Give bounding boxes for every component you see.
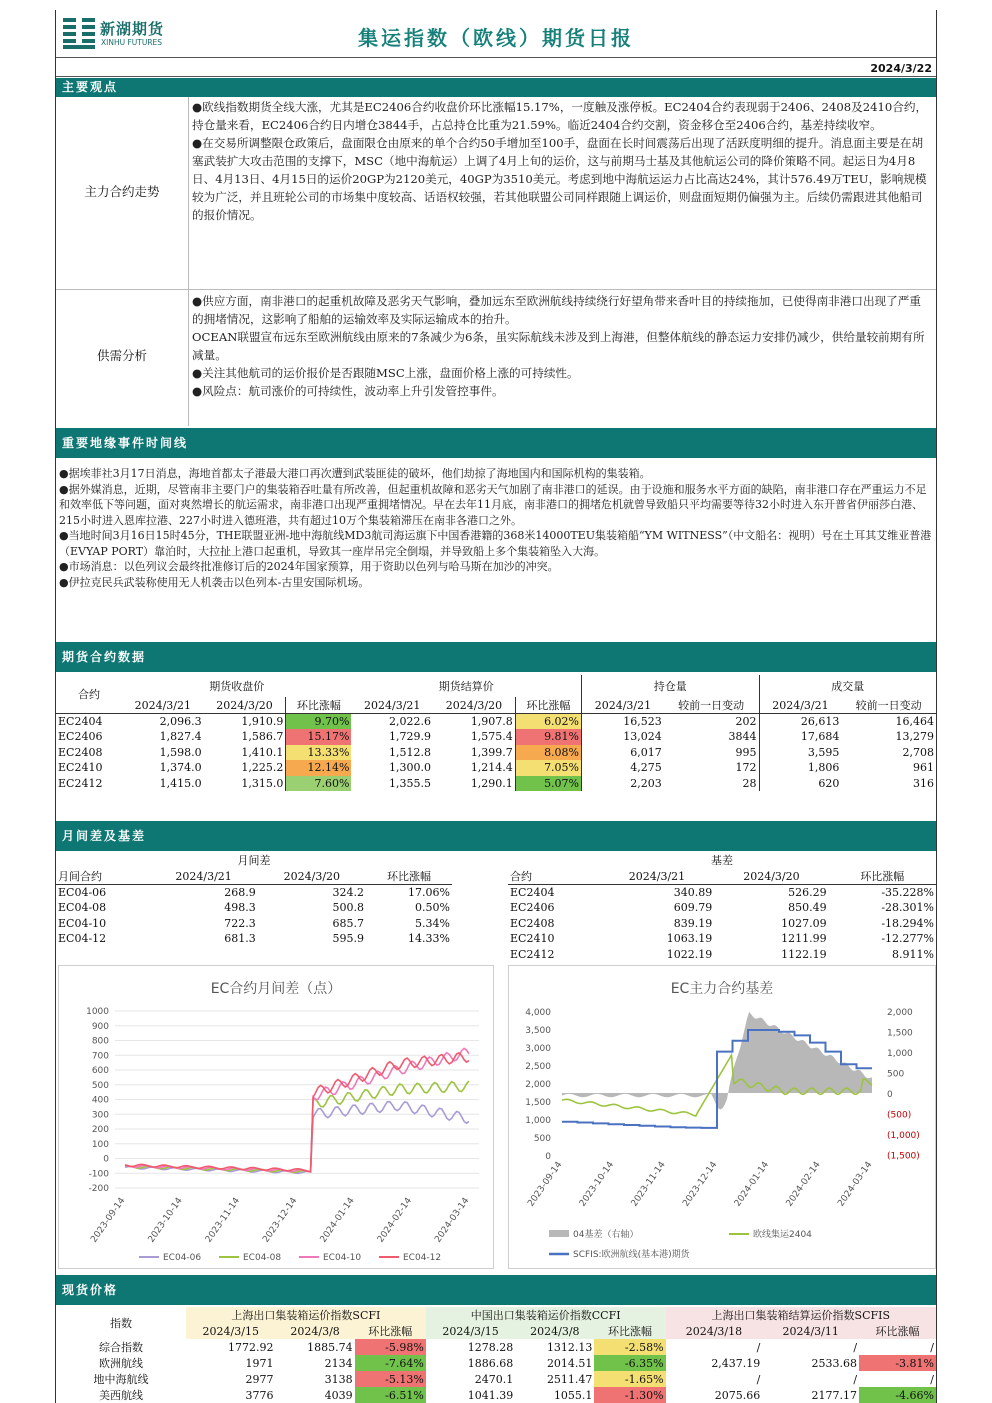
cell-change: 9.70% bbox=[286, 714, 352, 730]
y-tick-label: 4,000 bbox=[525, 1008, 551, 1018]
cell: 3776 bbox=[245, 1388, 274, 1402]
event-item: ●市场消息：以色列议会最终批准修订后的2024年国家预算，用于资助以色列与哈马斯在加沙的冲突。 bbox=[59, 560, 559, 573]
header-date: 2024/3/20 bbox=[216, 698, 273, 712]
logo-cn: 新湖期货 bbox=[100, 20, 165, 38]
x-tick-label: 2024-03-14 bbox=[836, 1159, 875, 1209]
spot-date: 2024/3/11 bbox=[762, 1323, 859, 1339]
cell: -1.65% bbox=[594, 1371, 665, 1387]
header: 合约 bbox=[510, 870, 532, 883]
spot-date: 2024/3/8 bbox=[515, 1323, 594, 1339]
cell: -12.277% bbox=[881, 932, 934, 946]
event-item: ●据外媒消息，近期，尽管南非主要门户的集装箱吞吐量有所改善，但起重机故障和恶劣天气加剧了南非港口的延误。由于设施和服务水平方面的缺陷，南非港口存在严重运力不足和效率低下等问题，面对爽然增长的航运需求，南非港口出现严重拥堵情况。早在去年11月底，南非港口的拥堵危机就曾导致船只平均需要等待32小时进入东开普省伊丽莎白港、215小时进入恩库拉港、227小时进入德班港，共有超过10万个集装箱滞压在南非各港口之外。 bbox=[59, 482, 927, 527]
cell: -6.51% bbox=[355, 1387, 426, 1403]
spot-group: 中国出口集装箱运价指数CCFI bbox=[426, 1307, 666, 1323]
cell: 1,410.1 bbox=[241, 745, 284, 759]
spot-date: 环比涨幅 bbox=[859, 1323, 936, 1339]
cell: 13,279 bbox=[895, 730, 934, 744]
cell: 609.79 bbox=[673, 901, 713, 915]
cell: EC2404 bbox=[510, 886, 555, 899]
cell: EC2412 bbox=[510, 947, 555, 961]
cell: 3138 bbox=[324, 1372, 353, 1386]
table-row bbox=[508, 916, 936, 932]
y-tick-label: -100 bbox=[88, 1169, 109, 1180]
cell-contract: EC2410 bbox=[58, 761, 103, 775]
cell: -3.81% bbox=[859, 1355, 936, 1371]
table-row bbox=[56, 729, 936, 745]
y-tick-label: 600 bbox=[91, 1066, 109, 1076]
cell: 595.9 bbox=[332, 932, 364, 946]
y-right-tick-label: 500 bbox=[887, 1069, 905, 1080]
x-tick-label: 2023-11-14 bbox=[203, 1195, 243, 1245]
header-vs: 较前一日变动 bbox=[678, 699, 745, 712]
event-item: ●据埃菲社3月17日消息，海地首都太子港最大港口再次遭到武装匪徒的破坏，他们劫掠了海地国内和国际机构的集装箱。 bbox=[59, 467, 651, 480]
series-line-ec04-06 bbox=[125, 1102, 469, 1174]
header: 环比涨幅 bbox=[386, 870, 431, 883]
header-change: 环比涨幅 bbox=[515, 697, 581, 714]
table-row bbox=[56, 916, 452, 932]
cell: -1.30% bbox=[594, 1387, 665, 1403]
spot-row-name: 地中海航线 bbox=[93, 1373, 149, 1386]
y-right-tick-label: 2,000 bbox=[887, 1008, 913, 1018]
cell: / bbox=[756, 1372, 761, 1386]
cell-change: 15.17% bbox=[286, 729, 352, 745]
section-main-view: 主要观点 bbox=[56, 78, 936, 97]
spot-date: 2024/3/15 bbox=[186, 1323, 276, 1339]
cell: 1063.19 bbox=[666, 932, 713, 946]
cell-contract: EC2404 bbox=[58, 715, 103, 728]
legend-label: EC04-12 bbox=[403, 1253, 442, 1263]
legend-label: SCFIS:欧洲航线(基本港)期货 bbox=[573, 1250, 690, 1260]
table-row bbox=[56, 745, 936, 761]
divider bbox=[188, 97, 189, 426]
cell: 2,437.19 bbox=[711, 1356, 761, 1370]
cell: 1278.28 bbox=[467, 1340, 514, 1354]
cell-change: 9.81% bbox=[515, 729, 581, 745]
cell: 16,523 bbox=[582, 714, 664, 730]
cell: 1,355.5 bbox=[389, 776, 432, 790]
paragraph: ●欧线指数期货全线大涨，尤其是EC2406合约收盘价环比涨幅15.17%，一度触及涨停板。EC2404合约表现弱于2406、2408及2410合约，持仓量来看，EC2406合约日内增仓3844手，占总持仓比重为21.59%。临近2404合约交割，资金移仓至2406合约，基差持续收窄。 bbox=[192, 100, 928, 132]
cell: / bbox=[930, 1340, 934, 1354]
y-tick-label: 3,000 bbox=[525, 1044, 551, 1054]
cell: 1,910.9 bbox=[241, 715, 284, 728]
table-row bbox=[56, 776, 936, 792]
cell: 14.33% bbox=[408, 932, 450, 946]
spot-row-name: 欧洲航线 bbox=[99, 1357, 143, 1370]
header: 2024/3/20 bbox=[743, 869, 800, 883]
cell: -5.98% bbox=[355, 1339, 426, 1355]
x-tick-label: 2024-02-14 bbox=[375, 1195, 415, 1245]
cell: 3844 bbox=[728, 730, 757, 744]
cell: 1122.19 bbox=[781, 947, 827, 961]
cell: 17.06% bbox=[408, 886, 450, 899]
spot-group: 上海出口集装箱结算运价指数SCFIS bbox=[666, 1307, 936, 1323]
cell: -18.294% bbox=[881, 916, 934, 930]
x-tick-label: 2023-10-14 bbox=[146, 1195, 185, 1245]
cell: -7.64% bbox=[355, 1355, 426, 1371]
y-right-tick-label: (1,500) bbox=[887, 1151, 920, 1162]
cell: 28 bbox=[742, 776, 757, 790]
cell: 1312.13 bbox=[546, 1340, 593, 1354]
y-tick-label: 900 bbox=[91, 1021, 109, 1032]
table-row bbox=[56, 760, 936, 776]
cell: 8.911% bbox=[892, 947, 934, 961]
cell: 1,586.7 bbox=[241, 730, 284, 744]
y-tick-label: 700 bbox=[91, 1051, 109, 1062]
table-row bbox=[508, 885, 936, 901]
spot-table bbox=[56, 1307, 936, 1403]
cell: 3,595 bbox=[759, 745, 841, 761]
header: 2024/3/21 bbox=[175, 869, 232, 883]
cell: EC04-12 bbox=[58, 932, 107, 946]
legend-label: 欧线集运2404 bbox=[753, 1230, 812, 1240]
x-tick-label: 2024-01-14 bbox=[318, 1195, 357, 1245]
cell: 324.2 bbox=[332, 886, 364, 899]
cell: 202 bbox=[735, 715, 757, 728]
x-tick-label: 2023-09-14 bbox=[526, 1159, 565, 1209]
cell: 1055.1 bbox=[553, 1388, 593, 1402]
y-tick-label: 800 bbox=[91, 1036, 109, 1047]
cell: 2,096.3 bbox=[159, 715, 202, 728]
cell: 1027.09 bbox=[781, 916, 827, 930]
spread-title: 月间差 bbox=[237, 854, 271, 867]
section-spot: 现货价格 bbox=[56, 1275, 936, 1305]
paragraph: ●风险点：航司涨价的可持续性，波动率上升引发管控事件。 bbox=[192, 384, 504, 398]
spot-row-name: 美西航线 bbox=[99, 1389, 143, 1402]
cell: 850.49 bbox=[788, 901, 827, 915]
cell: 1,806 bbox=[759, 760, 841, 776]
view-label-supply: 供需分析 bbox=[96, 348, 147, 363]
col-contract: 合约 bbox=[78, 688, 100, 701]
cell: 17,684 bbox=[759, 729, 841, 745]
table-row bbox=[56, 885, 452, 901]
cell: 685.7 bbox=[332, 916, 364, 930]
cell: 5.34% bbox=[415, 916, 450, 930]
basis-chart bbox=[508, 965, 936, 1269]
cell: 1,512.8 bbox=[389, 745, 432, 759]
header-vs: 较前一日变动 bbox=[855, 699, 922, 712]
cell: 2014.51 bbox=[546, 1356, 593, 1370]
x-tick-label: 2023-12-14 bbox=[261, 1195, 300, 1245]
cell: 1,300.0 bbox=[389, 761, 432, 775]
cell: 172 bbox=[735, 761, 757, 775]
y-tick-label: 300 bbox=[91, 1110, 109, 1121]
header: 环比涨幅 bbox=[860, 870, 905, 883]
y-right-tick-label: 1,000 bbox=[887, 1049, 913, 1059]
spot-date: 环比涨幅 bbox=[594, 1323, 665, 1339]
cell: 1211.99 bbox=[781, 932, 827, 946]
y-tick-label: 100 bbox=[91, 1139, 109, 1150]
cell: 4039 bbox=[324, 1388, 353, 1402]
legend-label: EC04-08 bbox=[243, 1253, 282, 1263]
table-row bbox=[508, 947, 936, 963]
y-tick-label: 2,500 bbox=[525, 1062, 551, 1072]
spread-chart bbox=[58, 965, 494, 1269]
cell: 995 bbox=[735, 745, 757, 759]
y-tick-label: 400 bbox=[91, 1095, 109, 1106]
spot-group: 上海出口集装箱运价指数SCFI bbox=[186, 1307, 426, 1323]
cell: 1,315.0 bbox=[241, 776, 284, 790]
cell: EC2406 bbox=[510, 901, 555, 915]
cell: 2134 bbox=[324, 1356, 353, 1370]
cell: 2470.1 bbox=[474, 1372, 514, 1386]
divider bbox=[56, 76, 936, 77]
cell: 2,708 bbox=[902, 745, 934, 759]
cell: 1885.74 bbox=[307, 1340, 353, 1354]
cell: -28.301% bbox=[881, 901, 934, 915]
paragraph: ●关注其他航司的运价报价是否跟随MSC上涨，盘面价格上涨的可持续性。 bbox=[192, 366, 579, 380]
col-oi: 持仓量 bbox=[582, 675, 760, 697]
cell: 1772.92 bbox=[228, 1340, 274, 1354]
x-tick-label: 2023-12-14 bbox=[681, 1159, 720, 1209]
table-row bbox=[56, 900, 452, 916]
cell: / bbox=[930, 1372, 934, 1386]
y-tick-label: 500 bbox=[533, 1134, 551, 1144]
header: 月间合约 bbox=[58, 870, 102, 883]
cell: 2511.47 bbox=[546, 1372, 593, 1386]
cell: 4,275 bbox=[582, 760, 664, 776]
cell: 2,203 bbox=[582, 776, 664, 792]
cell: -6.35% bbox=[594, 1355, 665, 1371]
cell: EC2408 bbox=[510, 916, 555, 930]
view-label-trend: 主力合约走势 bbox=[84, 184, 160, 199]
y-right-tick-label: (1,000) bbox=[887, 1131, 920, 1141]
legend-label: 04基差（右轴） bbox=[573, 1230, 639, 1240]
chart-title: EC合约月间差（点） bbox=[210, 981, 342, 997]
view-trend-text bbox=[192, 98, 932, 224]
report-page bbox=[55, 10, 937, 1403]
cell: 340.89 bbox=[673, 886, 713, 899]
cell: EC04-08 bbox=[58, 901, 107, 915]
spot-date: 2024/3/15 bbox=[426, 1323, 516, 1339]
cell-change: 8.08% bbox=[515, 745, 581, 761]
cell-contract: EC2408 bbox=[58, 745, 103, 759]
x-tick-label: 2024-03-14 bbox=[433, 1195, 472, 1245]
cell: 1,575.4 bbox=[470, 730, 513, 744]
logo-en: XINHU FUTURES bbox=[101, 38, 163, 47]
events-list bbox=[59, 466, 935, 590]
divider bbox=[56, 57, 936, 58]
cell: -35.228% bbox=[881, 886, 934, 899]
y-right-tick-label: 0 bbox=[887, 1090, 893, 1100]
paragraph: ●供应方面，南非港口的起重机故障及恶劣天气影响，叠加远东至欧洲航线持续绕行好望角带来香叶目的持续拖加，已使得南非港口出现了严重的拥堵情况，这影响了船舶的运输效率及实际运输成本的抬升。 bbox=[192, 294, 921, 326]
y-tick-label: 1,000 bbox=[525, 1116, 551, 1126]
cell: 2177.17 bbox=[811, 1388, 858, 1402]
y-tick-label: 2,000 bbox=[525, 1080, 551, 1090]
cell: 620 bbox=[759, 776, 841, 792]
spread-table bbox=[56, 852, 452, 947]
cell: 0.50% bbox=[415, 901, 450, 915]
cell: 2,022.6 bbox=[389, 715, 432, 728]
futures-table bbox=[56, 675, 936, 791]
cell: 2533.68 bbox=[811, 1356, 858, 1370]
cell: / bbox=[853, 1372, 858, 1386]
spot-date: 2024/3/8 bbox=[276, 1323, 355, 1339]
paragraph: OCEAN联盟宣布远东至欧洲航线由原来的7条减少为6条，虽实际航线未涉及到上海港，但整体航线的静态运力安排仍减少，供给量较前期有所减量。 bbox=[192, 330, 925, 362]
spot-index-label: 指数 bbox=[110, 1317, 132, 1330]
cell-contract: EC2406 bbox=[58, 730, 103, 744]
cell-change: 13.33% bbox=[286, 745, 352, 761]
y-tick-label: 1,500 bbox=[525, 1098, 551, 1108]
x-tick-label: 2023-11-14 bbox=[629, 1159, 668, 1209]
y-tick-label: 0 bbox=[545, 1152, 551, 1162]
y-right-tick-label: 1,500 bbox=[887, 1028, 913, 1039]
section-spread: 月间差及基差 bbox=[56, 821, 936, 851]
cell: 1886.68 bbox=[467, 1356, 514, 1370]
cell: 1971 bbox=[245, 1356, 274, 1370]
table-row bbox=[56, 1371, 936, 1387]
chart-title: EC主力合约基差 bbox=[670, 981, 774, 997]
cell: EC04-06 bbox=[58, 886, 107, 899]
cell: 13,024 bbox=[582, 729, 664, 745]
cell: 500.8 bbox=[332, 901, 364, 915]
cell: 1,399.7 bbox=[470, 745, 513, 759]
cell: 316 bbox=[913, 776, 934, 790]
cell: / bbox=[756, 1340, 761, 1354]
col-close: 期货收盘价 bbox=[209, 680, 265, 693]
cell: 498.3 bbox=[224, 901, 256, 915]
view-supply-text bbox=[192, 292, 932, 400]
table-row bbox=[56, 1387, 936, 1403]
spot-row-name: 综合指数 bbox=[99, 1341, 143, 1354]
col-settle: 期货结算价 bbox=[438, 680, 494, 693]
section-events: 重要地缘事件时间线 bbox=[56, 428, 936, 458]
cell: 1,290.1 bbox=[470, 776, 513, 790]
cell-change: 7.05% bbox=[515, 760, 581, 776]
cell: 681.3 bbox=[224, 932, 256, 946]
cell: 1,598.0 bbox=[159, 745, 202, 759]
cell-change: 12.14% bbox=[286, 760, 352, 776]
cell: 1,729.9 bbox=[389, 730, 432, 744]
cell: 961 bbox=[913, 761, 934, 775]
header-date: 2024/3/21 bbox=[582, 697, 664, 714]
section-futures: 期货合约数据 bbox=[56, 642, 936, 672]
cell-change: 6.02% bbox=[515, 714, 581, 730]
cell: 1,214.4 bbox=[470, 761, 513, 775]
table-row bbox=[508, 931, 936, 947]
y-right-tick-label: (500) bbox=[887, 1110, 912, 1121]
basis-chart-svg bbox=[509, 966, 937, 1270]
legend-label: EC04-10 bbox=[323, 1253, 362, 1263]
cell: -2.58% bbox=[594, 1339, 665, 1355]
x-tick-label: 2023-10-14 bbox=[577, 1159, 617, 1209]
x-tick-label: 2024-01-14 bbox=[732, 1159, 772, 1209]
legend-swatch bbox=[549, 1230, 569, 1237]
cell-change: 7.60% bbox=[286, 776, 352, 792]
spot-date: 2024/3/18 bbox=[666, 1323, 763, 1339]
cell-contract: EC2412 bbox=[58, 776, 103, 790]
cell: 526.29 bbox=[788, 886, 827, 899]
cell: 1,907.8 bbox=[470, 715, 513, 728]
y-tick-label: 3,500 bbox=[525, 1026, 551, 1036]
cell: 1,374.0 bbox=[159, 761, 202, 775]
legend-label: EC04-06 bbox=[163, 1253, 202, 1263]
report-date: 2024/3/22 bbox=[870, 62, 932, 75]
cell: 2977 bbox=[245, 1372, 274, 1386]
cell: 722.3 bbox=[224, 916, 256, 930]
table-row bbox=[56, 714, 936, 730]
table-row bbox=[56, 1339, 936, 1355]
header-date: 2024/3/21 bbox=[759, 697, 841, 714]
cell: 16,464 bbox=[895, 715, 934, 728]
cell: 268.9 bbox=[224, 886, 256, 899]
cell: 1041.39 bbox=[467, 1388, 514, 1402]
cell: -5.13% bbox=[355, 1371, 426, 1387]
cell-change: 5.07% bbox=[515, 776, 581, 792]
y-tick-label: 500 bbox=[91, 1080, 109, 1091]
table-row bbox=[56, 931, 452, 947]
y-tick-label: 1000 bbox=[86, 1007, 109, 1017]
header: 2024/3/20 bbox=[283, 869, 341, 883]
header: 2024/3/21 bbox=[628, 869, 686, 883]
cell: 1,827.4 bbox=[159, 730, 202, 744]
cell: / bbox=[853, 1340, 858, 1354]
y-tick-label: 200 bbox=[91, 1125, 109, 1135]
y-tick-label: 0 bbox=[103, 1154, 109, 1165]
cell: EC2410 bbox=[510, 932, 555, 946]
cell: 2075.66 bbox=[714, 1388, 761, 1402]
basis-table bbox=[508, 852, 936, 962]
table-row bbox=[56, 1355, 936, 1371]
x-tick-label: 2024-02-14 bbox=[784, 1159, 823, 1209]
paragraph: ●在交易所调整限仓政策后，盘面限仓由原来的单个合约50手增加至100手，盘面在长时间震荡后出现了活跃度明细的提升。消息面主要是在胡塞武装扩大攻击范围的支撑下，MSC（地中海航运）上调了4月上旬的运价，这与前期马士基及其他航运公司的降价策略不同。起运日为4月8日、4月13日、4月15日的运价20GP为2120美元，40GP为3510美元。考虑到地中海航运运力占比高达24%，其计576.49万TEU，影响规模较为广泛，并且班轮公司的市场集中度较高、话语权较强，若其他联盟公司同样跟随上调运价，则盘面短期仍偏强为主。后续仍需跟进其他船司的报价情况。 bbox=[192, 136, 927, 222]
report-title: 集运指数（欧线）期货日报 bbox=[358, 26, 634, 50]
cell: EC04-10 bbox=[58, 916, 107, 930]
event-item: ●当地时间3月16日15时45分，THE联盟亚洲-地中海航线MD3航司海运旗下中国香港籍的368米14000TEU集装箱船“YM WITNESS”（中文船名：视明）号在土耳其艾维亚普港（EVYAP PORT）靠泊时，大拉扯上港口起重机，导致其一座岸吊完全倒塌，并导致船上多个集装箱坠入大海。 bbox=[59, 529, 932, 558]
cell: 26,613 bbox=[759, 714, 841, 730]
cell: 6,017 bbox=[582, 745, 664, 761]
header-date: 2024/3/20 bbox=[445, 698, 503, 712]
cell: 1022.19 bbox=[666, 947, 713, 961]
cell: -4.66% bbox=[859, 1387, 936, 1403]
header-date: 2024/3/21 bbox=[364, 698, 421, 712]
header-date: 2024/3/21 bbox=[134, 698, 191, 712]
spot-date: 环比涨幅 bbox=[355, 1323, 426, 1339]
cell: 1,415.0 bbox=[159, 776, 202, 790]
table-row bbox=[508, 900, 936, 916]
col-volume: 成交量 bbox=[759, 675, 936, 697]
event-item: ●伊拉克民兵武装称使用无人机袭击以色列本-古里安国际机场。 bbox=[59, 575, 370, 589]
cell: 1,225.2 bbox=[241, 761, 284, 775]
basis-title: 基差 bbox=[711, 854, 733, 867]
spread-chart-svg bbox=[59, 966, 495, 1270]
header-change: 环比涨幅 bbox=[286, 697, 352, 714]
x-tick-label: 2023-09-14 bbox=[89, 1195, 128, 1245]
y-tick-label: -200 bbox=[88, 1184, 109, 1194]
cell: 839.19 bbox=[673, 916, 713, 930]
